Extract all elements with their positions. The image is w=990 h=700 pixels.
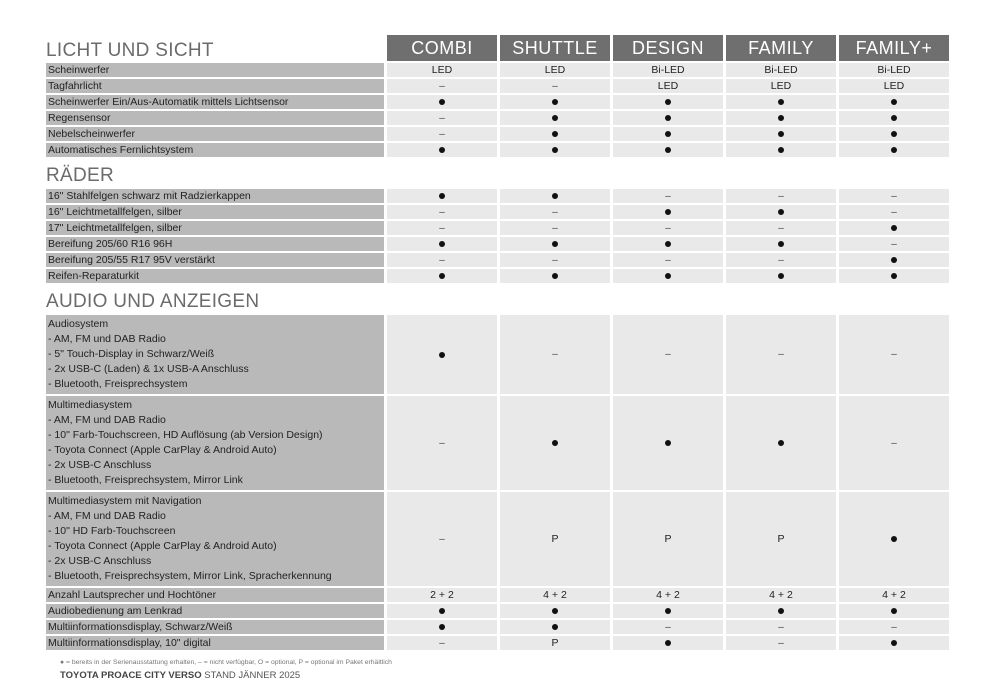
feature-name: Multimediasystem mit Navigation bbox=[48, 495, 202, 507]
value-cell-family bbox=[726, 636, 836, 650]
not-available-dash: – bbox=[778, 254, 784, 266]
not-available-dash: – bbox=[439, 437, 445, 449]
standard-dot-icon bbox=[665, 273, 671, 279]
value-cell-family bbox=[726, 127, 836, 141]
value-cell-shuttle bbox=[500, 205, 610, 219]
value-cell-design bbox=[613, 143, 723, 157]
value-cell-shuttle bbox=[500, 221, 610, 235]
value-cell-design bbox=[613, 63, 723, 77]
value-cell-combi bbox=[387, 588, 497, 602]
value-cell-shuttle bbox=[500, 636, 610, 650]
feature-label bbox=[46, 63, 384, 77]
feature-label bbox=[46, 588, 384, 602]
feature-detail: - 2x USB-C Anschluss bbox=[48, 459, 152, 471]
feature-detail: - AM, FM und DAB Radio bbox=[48, 510, 166, 522]
not-available-dash: – bbox=[778, 349, 784, 360]
feature-detail: - 5" Touch-Display in Schwarz/Weiß bbox=[48, 348, 215, 360]
section-title: RÄDER bbox=[46, 165, 115, 186]
feature-row bbox=[46, 79, 949, 93]
not-available-dash: – bbox=[552, 254, 558, 266]
standard-dot-icon bbox=[552, 624, 558, 630]
value-cell-shuttle bbox=[500, 111, 610, 125]
standard-dot-icon bbox=[891, 115, 897, 121]
feature-row bbox=[46, 636, 949, 650]
value-cell-family bbox=[726, 315, 836, 394]
not-available-dash: – bbox=[778, 637, 784, 649]
not-available-dash: – bbox=[665, 222, 671, 234]
value-cell-design bbox=[613, 588, 723, 602]
value-text: LED bbox=[770, 80, 792, 92]
value-cell-family-plus bbox=[839, 143, 949, 157]
column-header-shuttle: SHUTTLE bbox=[500, 35, 610, 61]
value-text: P bbox=[777, 533, 785, 545]
not-available-dash: – bbox=[439, 112, 445, 124]
value-cell-family-plus bbox=[839, 111, 949, 125]
value-cell-family-plus bbox=[839, 253, 949, 267]
standard-dot-icon bbox=[778, 99, 784, 105]
standard-dot-icon bbox=[439, 193, 445, 199]
not-available-dash: – bbox=[778, 621, 784, 633]
not-available-dash: – bbox=[439, 128, 445, 140]
value-cell-shuttle bbox=[500, 396, 610, 490]
not-available-dash: – bbox=[439, 254, 445, 266]
value-text: 4 + 2 bbox=[656, 589, 680, 601]
feature-label bbox=[46, 636, 384, 650]
value-cell-family-plus bbox=[839, 636, 949, 650]
feature-row bbox=[46, 189, 949, 203]
value-cell-design bbox=[613, 111, 723, 125]
value-cell-shuttle bbox=[500, 79, 610, 93]
value-cell-family-plus bbox=[839, 315, 949, 394]
feature-label bbox=[46, 604, 384, 618]
feature-detail: - Bluetooth, Freisprechsystem bbox=[48, 378, 188, 390]
value-cell-shuttle bbox=[500, 127, 610, 141]
value-cell-family-plus bbox=[839, 63, 949, 77]
feature-name: Audiobedienung am Lenkrad bbox=[48, 605, 183, 617]
standard-dot-icon bbox=[665, 131, 671, 137]
feature-label bbox=[46, 127, 384, 141]
feature-label bbox=[46, 143, 384, 157]
standard-dot-icon bbox=[439, 99, 445, 105]
value-cell-shuttle bbox=[500, 95, 610, 109]
value-cell-combi bbox=[387, 315, 497, 394]
standard-dot-icon bbox=[778, 209, 784, 215]
value-cell-family-plus bbox=[839, 95, 949, 109]
feature-name: Reifen-Reparaturkit bbox=[48, 270, 140, 282]
value-cell-combi bbox=[387, 79, 497, 93]
standard-dot-icon bbox=[778, 608, 784, 614]
value-text: Bi-LED bbox=[651, 64, 685, 76]
value-cell-design bbox=[613, 127, 723, 141]
value-cell-family-plus bbox=[839, 237, 949, 251]
value-cell-family-plus bbox=[839, 620, 949, 634]
feature-row bbox=[46, 269, 949, 283]
feature-row bbox=[46, 111, 949, 125]
not-available-dash: – bbox=[891, 437, 897, 449]
value-cell-family bbox=[726, 95, 836, 109]
value-cell-family bbox=[726, 396, 836, 490]
feature-name: Multiinformationsdisplay, Schwarz/Weiß bbox=[48, 621, 233, 633]
value-text: LED bbox=[544, 64, 566, 76]
standard-dot-icon bbox=[552, 99, 558, 105]
value-cell-design bbox=[613, 604, 723, 618]
feature-label bbox=[46, 111, 384, 125]
not-available-dash: – bbox=[439, 637, 445, 649]
value-cell-family-plus bbox=[839, 205, 949, 219]
feature-row bbox=[46, 205, 949, 219]
standard-dot-icon bbox=[552, 147, 558, 153]
standard-dot-icon bbox=[665, 147, 671, 153]
standard-dot-icon bbox=[552, 241, 558, 247]
feature-name: Tagfahrlicht bbox=[48, 80, 102, 92]
standard-dot-icon bbox=[891, 131, 897, 137]
feature-row bbox=[46, 604, 949, 618]
value-cell-combi bbox=[387, 492, 497, 586]
feature-name: Scheinwerfer bbox=[48, 64, 110, 76]
value-cell-family bbox=[726, 492, 836, 586]
feature-row bbox=[46, 63, 949, 77]
feature-name: 17" Leichtmetallfelgen, silber bbox=[48, 222, 182, 234]
value-cell-design bbox=[613, 492, 723, 586]
value-cell-family-plus bbox=[839, 189, 949, 203]
value-text: P bbox=[551, 637, 559, 649]
not-available-dash: – bbox=[665, 621, 671, 633]
not-available-dash: – bbox=[439, 222, 445, 234]
value-cell-family-plus bbox=[839, 492, 949, 586]
feature-detail: - 2x USB-C (Laden) & 1x USB-A Anschluss bbox=[48, 363, 249, 375]
value-cell-family-plus bbox=[839, 127, 949, 141]
feature-label bbox=[46, 253, 384, 267]
standard-dot-icon bbox=[439, 352, 445, 358]
standard-dot-icon bbox=[778, 440, 784, 446]
feature-label bbox=[46, 221, 384, 235]
value-cell-family bbox=[726, 143, 836, 157]
feature-name: Anzahl Lautsprecher und Hochtöner bbox=[48, 589, 217, 601]
standard-dot-icon bbox=[665, 608, 671, 614]
column-header-design: DESIGN bbox=[613, 35, 723, 61]
feature-detail: - Bluetooth, Freisprechsystem, Mirror Link bbox=[48, 474, 243, 486]
not-available-dash: – bbox=[891, 621, 897, 633]
feature-name: Multimediasystem bbox=[48, 399, 133, 411]
standard-dot-icon bbox=[665, 99, 671, 105]
not-available-dash: – bbox=[665, 254, 671, 266]
value-cell-combi bbox=[387, 636, 497, 650]
value-text: 4 + 2 bbox=[543, 589, 567, 601]
feature-row-multiline bbox=[46, 315, 949, 394]
feature-name: Audiosystem bbox=[48, 318, 109, 330]
value-cell-design bbox=[613, 620, 723, 634]
not-available-dash: – bbox=[665, 349, 671, 360]
value-text: 2 + 2 bbox=[430, 589, 454, 601]
feature-detail: - Bluetooth, Freisprechsystem, Mirror Link, Spracherkennung bbox=[48, 570, 332, 582]
value-cell-shuttle bbox=[500, 63, 610, 77]
value-cell-shuttle bbox=[500, 588, 610, 602]
standard-dot-icon bbox=[891, 536, 897, 542]
value-cell-family-plus bbox=[839, 396, 949, 490]
value-cell-shuttle bbox=[500, 315, 610, 394]
footer-brand: TOYOTA PROACE CITY VERSO bbox=[60, 670, 202, 681]
value-text: Bi-LED bbox=[764, 64, 798, 76]
value-cell-family-plus bbox=[839, 221, 949, 235]
legend-footnote: ● = bereits in der Serienausstattung erhalten, – = nicht verfügbar, O = optional, P = optional im Paket erhältlich bbox=[60, 659, 392, 666]
value-cell-combi bbox=[387, 143, 497, 157]
not-available-dash: – bbox=[891, 349, 897, 360]
value-cell-design bbox=[613, 396, 723, 490]
feature-row bbox=[46, 253, 949, 267]
value-text: LED bbox=[657, 80, 679, 92]
column-header-family-plus: FAMILY+ bbox=[839, 35, 949, 61]
not-available-dash: – bbox=[891, 190, 897, 202]
standard-dot-icon bbox=[891, 608, 897, 614]
value-cell-family bbox=[726, 237, 836, 251]
feature-label bbox=[46, 205, 384, 219]
feature-detail: - 2x USB-C Anschluss bbox=[48, 555, 152, 567]
value-text: LED bbox=[883, 80, 905, 92]
value-cell-family-plus bbox=[839, 604, 949, 618]
value-cell-shuttle bbox=[500, 237, 610, 251]
feature-detail: - Toyota Connect (Apple CarPlay & Android Auto) bbox=[48, 540, 277, 552]
standard-dot-icon bbox=[891, 225, 897, 231]
feature-name: Multiinformationsdisplay, 10" digital bbox=[48, 637, 211, 649]
value-cell-family bbox=[726, 221, 836, 235]
standard-dot-icon bbox=[665, 440, 671, 446]
not-available-dash: – bbox=[439, 206, 445, 218]
feature-name: Bereifung 205/60 R16 96H bbox=[48, 238, 173, 250]
value-cell-shuttle bbox=[500, 253, 610, 267]
value-cell-design bbox=[613, 79, 723, 93]
standard-dot-icon bbox=[778, 147, 784, 153]
feature-detail: - AM, FM und DAB Radio bbox=[48, 333, 166, 345]
value-cell-design bbox=[613, 269, 723, 283]
value-cell-design bbox=[613, 636, 723, 650]
not-available-dash: – bbox=[891, 238, 897, 250]
value-cell-shuttle bbox=[500, 492, 610, 586]
feature-detail: - 10" Farb-Touchscreen, HD Auflösung (ab Version Design) bbox=[48, 429, 323, 441]
footer-stand: STAND JÄNNER 2025 bbox=[204, 670, 301, 681]
value-text: P bbox=[551, 533, 559, 545]
value-cell-family bbox=[726, 588, 836, 602]
standard-dot-icon bbox=[439, 273, 445, 279]
value-cell-design bbox=[613, 95, 723, 109]
standard-dot-icon bbox=[891, 273, 897, 279]
feature-row bbox=[46, 95, 949, 109]
feature-name: 16" Leichtmetallfelgen, silber bbox=[48, 206, 182, 218]
value-cell-family bbox=[726, 111, 836, 125]
value-cell-combi bbox=[387, 111, 497, 125]
not-available-dash: – bbox=[552, 222, 558, 234]
value-cell-combi bbox=[387, 269, 497, 283]
not-available-dash: – bbox=[439, 80, 445, 92]
section-title: LICHT UND SICHT bbox=[46, 40, 214, 61]
value-cell-shuttle bbox=[500, 143, 610, 157]
feature-name: Regensensor bbox=[48, 112, 111, 124]
value-cell-combi bbox=[387, 253, 497, 267]
standard-dot-icon bbox=[891, 147, 897, 153]
standard-dot-icon bbox=[891, 257, 897, 263]
standard-dot-icon bbox=[552, 608, 558, 614]
feature-name: 16" Stahlfelgen schwarz mit Radzierkappen bbox=[48, 190, 251, 202]
not-available-dash: – bbox=[552, 206, 558, 218]
value-cell-combi bbox=[387, 189, 497, 203]
standard-dot-icon bbox=[552, 131, 558, 137]
value-text: P bbox=[664, 533, 672, 545]
feature-detail: - Toyota Connect (Apple CarPlay & Android Auto) bbox=[48, 444, 277, 456]
value-text: 4 + 2 bbox=[769, 589, 793, 601]
standard-dot-icon bbox=[552, 440, 558, 446]
feature-label bbox=[46, 269, 384, 283]
standard-dot-icon bbox=[778, 115, 784, 121]
value-cell-family bbox=[726, 189, 836, 203]
feature-row bbox=[46, 127, 949, 141]
feature-row-multiline bbox=[46, 396, 949, 490]
value-cell-shuttle bbox=[500, 604, 610, 618]
document-footer bbox=[60, 670, 300, 681]
value-cell-family-plus bbox=[839, 269, 949, 283]
standard-dot-icon bbox=[665, 209, 671, 215]
value-cell-design bbox=[613, 253, 723, 267]
value-cell-combi bbox=[387, 221, 497, 235]
value-cell-combi bbox=[387, 237, 497, 251]
value-cell-combi bbox=[387, 396, 497, 490]
value-cell-combi bbox=[387, 63, 497, 77]
not-available-dash: – bbox=[552, 349, 558, 360]
standard-dot-icon bbox=[891, 99, 897, 105]
standard-dot-icon bbox=[891, 640, 897, 646]
value-cell-family bbox=[726, 253, 836, 267]
value-cell-design bbox=[613, 221, 723, 235]
value-text: LED bbox=[431, 64, 453, 76]
value-cell-shuttle bbox=[500, 620, 610, 634]
standard-dot-icon bbox=[778, 131, 784, 137]
standard-dot-icon bbox=[665, 640, 671, 646]
feature-label bbox=[46, 315, 384, 394]
feature-row bbox=[46, 237, 949, 251]
not-available-dash: – bbox=[665, 190, 671, 202]
value-cell-family bbox=[726, 205, 836, 219]
standard-dot-icon bbox=[552, 115, 558, 121]
value-cell-shuttle bbox=[500, 269, 610, 283]
feature-label bbox=[46, 79, 384, 93]
feature-row bbox=[46, 221, 949, 235]
not-available-dash: – bbox=[891, 206, 897, 218]
feature-label bbox=[46, 492, 384, 586]
column-header-combi: COMBI bbox=[387, 35, 497, 61]
feature-label bbox=[46, 95, 384, 109]
value-cell-family-plus bbox=[839, 588, 949, 602]
standard-dot-icon bbox=[778, 273, 784, 279]
standard-dot-icon bbox=[552, 273, 558, 279]
feature-name: Bereifung 205/55 R17 95V verstärkt bbox=[48, 254, 215, 266]
value-cell-combi bbox=[387, 604, 497, 618]
value-cell-design bbox=[613, 189, 723, 203]
feature-detail: - 10" HD Farb-Touchscreen bbox=[48, 525, 176, 537]
standard-dot-icon bbox=[665, 241, 671, 247]
feature-row bbox=[46, 620, 949, 634]
value-cell-family bbox=[726, 604, 836, 618]
value-cell-design bbox=[613, 237, 723, 251]
value-cell-family-plus bbox=[839, 79, 949, 93]
standard-dot-icon bbox=[665, 115, 671, 121]
standard-dot-icon bbox=[778, 241, 784, 247]
not-available-dash: – bbox=[778, 222, 784, 234]
feature-row bbox=[46, 588, 949, 602]
feature-name: Scheinwerfer Ein/Aus-Automatik mittels Lichtsensor bbox=[48, 96, 289, 108]
feature-name: Automatisches Fernlichtsystem bbox=[48, 144, 194, 156]
feature-row bbox=[46, 143, 949, 157]
standard-dot-icon bbox=[552, 193, 558, 199]
value-cell-design bbox=[613, 315, 723, 394]
value-cell-combi bbox=[387, 205, 497, 219]
value-cell-family bbox=[726, 269, 836, 283]
feature-row-multiline bbox=[46, 492, 949, 586]
feature-label bbox=[46, 396, 384, 490]
value-text: 4 + 2 bbox=[882, 589, 906, 601]
feature-label bbox=[46, 620, 384, 634]
value-cell-combi bbox=[387, 620, 497, 634]
feature-label bbox=[46, 237, 384, 251]
feature-name: Nebelscheinwerfer bbox=[48, 128, 135, 140]
value-cell-shuttle bbox=[500, 189, 610, 203]
value-cell-family bbox=[726, 79, 836, 93]
standard-dot-icon bbox=[439, 624, 445, 630]
section-title: AUDIO UND ANZEIGEN bbox=[46, 291, 260, 312]
feature-detail: - AM, FM und DAB Radio bbox=[48, 414, 166, 426]
value-cell-family bbox=[726, 63, 836, 77]
not-available-dash: – bbox=[778, 190, 784, 202]
not-available-dash: – bbox=[552, 80, 558, 92]
not-available-dash: – bbox=[439, 533, 445, 545]
standard-dot-icon bbox=[439, 241, 445, 247]
value-cell-combi bbox=[387, 127, 497, 141]
standard-dot-icon bbox=[439, 608, 445, 614]
column-header-family: FAMILY bbox=[726, 35, 836, 61]
standard-dot-icon bbox=[439, 147, 445, 153]
value-text: Bi-LED bbox=[877, 64, 911, 76]
value-cell-combi bbox=[387, 95, 497, 109]
value-cell-family bbox=[726, 620, 836, 634]
value-cell-design bbox=[613, 205, 723, 219]
feature-label bbox=[46, 189, 384, 203]
